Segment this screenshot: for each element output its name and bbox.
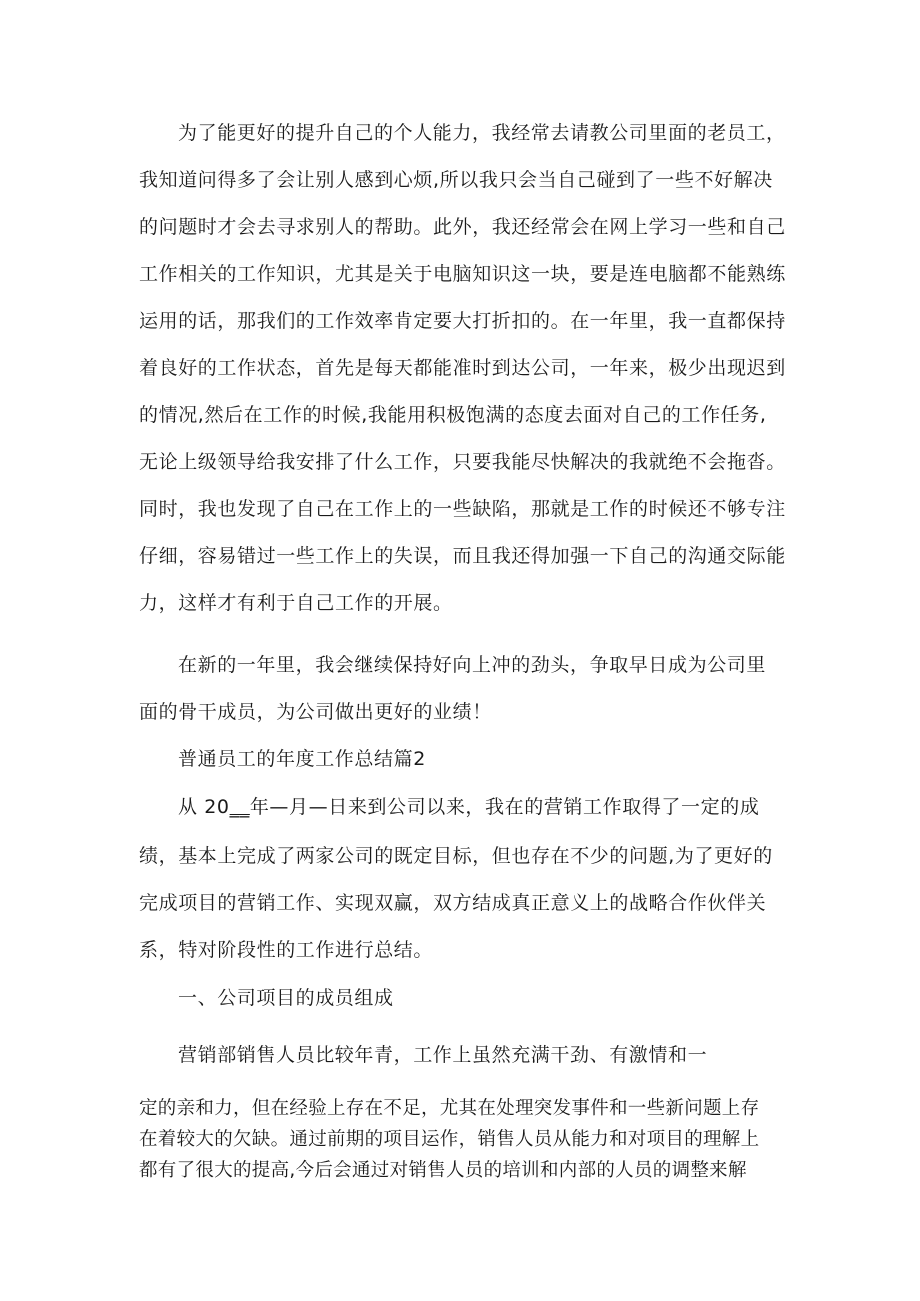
text-line: 同时，我也发现了自己在工作上的一些缺陷，那就是工作的时候还不够专注 [139,498,786,520]
text-line [178,795,759,819]
text-line: 系，特对阶段性的工作进行总结。 [139,939,434,961]
text-line: 完成项目的营销工作、实现双赢，双方结成真正意义上的战略合作伙伴关 [139,892,767,914]
date-prefix: 从 20 [178,796,230,818]
text-line: 无论上级领导给我安排了什么工作，只要我能尽快解决的我就绝不会拖沓。 [139,451,786,473]
date-rest: 年—月—日来到公司以来，我在的营销工作取得了一定的成 [249,796,760,818]
date-blank: __ [229,796,250,818]
text-line: 运用的话，那我们的工作效率肯定要大打折扣的。在一年里，我一直都保持 [139,310,786,332]
text-line: 在新的一年里，我会继续保持好向上冲的劲头，争取早日成为公司里 [178,654,767,676]
text-line: 为了能更好的提升自己的个人能力，我经常去请教公司里面的老员工， [178,122,786,144]
text-line: 都有了很大的提高,今后会通过对销售人员的培训和内部的人员的调整来解 [139,1160,747,1181]
text-line: 我知道问得多了会让别人感到心烦,所以我只会当自己碰到了一些不好解决 [139,169,773,191]
text-line: 定的亲和力，但在经验上存在不足，尤其在处理突发事件和一些新问题上存 [139,1098,760,1119]
subsection-heading: 一、公司项目的成员组成 [178,987,394,1009]
text-line: 仔细，容易错过一些工作上的失误，而且我还得加强一下自己的沟通交际能 [139,545,786,567]
text-line: 力，这样才有利于自己工作的开展。 [139,592,453,614]
text-line: 营销部销售人员比较年青，工作上虽然充满干劲、有激情和一 [178,1044,708,1066]
text-line: 面的骨干成员，为公司做出更好的业绩！ [139,701,492,723]
text-line: 工作相关的工作知识，尤其是关于电脑知识这一块，要是连电脑都不能熟练 [139,263,786,285]
text-line: 的情况,然后在工作的时候,我能用积极饱满的态度去面对自己的工作任务, [139,404,767,426]
text-line: 绩，基本上完成了两家公司的既定目标，但也存在不少的问题,为了更好的 [139,845,773,867]
text-line: 的问题时才会去寻求别人的帮助。此外，我还经常会在网上学习一些和自己 [139,216,786,238]
text-line: 在着较大的欠缺。通过前期的项目运作，销售人员从能力和对项目的理解上 [139,1129,760,1150]
text-line: 着良好的工作状态，首先是每天都能准时到达公司，一年来，极少出现迟到 [139,357,786,379]
section-heading: 普通员工的年度工作总结篇2 [178,748,426,770]
